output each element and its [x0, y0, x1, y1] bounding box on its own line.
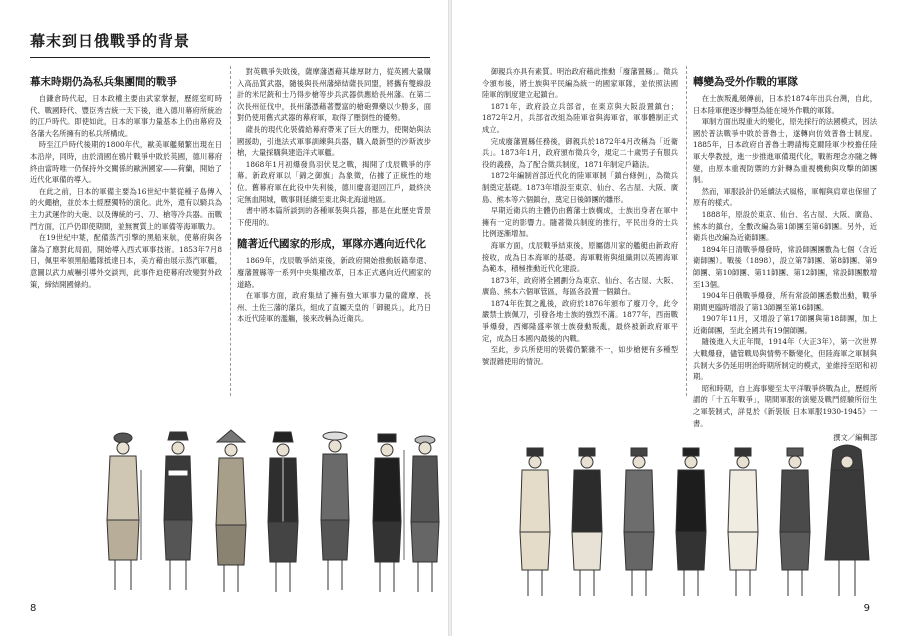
figure-samurai	[107, 433, 141, 590]
paragraph: 1872年編制首部近代化的陸軍軍制「鎮台條例」，為徵兵制奠定基礎。1873年增設至東京、仙台、名古屋、大阪、廣島、熊本等六個鎮台，奠定日後師團的雛形。	[482, 171, 678, 204]
paragraph: 1888年，原設於東京、仙台、名古屋、大阪、廣島、熊本的鎮台，全數改編為第1師團至第6師團。另外，近衛兵也改編為近衛師團。	[693, 209, 877, 243]
paragraph: 1904年日俄戰爭爆發，所有常設師團悉數出動，戰爭期間更臨時增設了第13師團至第16師團。	[693, 291, 877, 312]
paragraph: 完成廢藩置縣任務後，御親兵於1872年4月改稱為「近衛兵」。1873年1月，政府頒布徵兵令，規定二十歲男子有服兵役的義務，為了配合徵兵制度，1871年制定戶籍法。	[482, 136, 678, 169]
section-heading: 轉變為受外作戰的軍隊	[693, 76, 798, 88]
paragraph: 1869年，戊辰戰爭結束後，新政府開始推動版籍奉還、廢藩置縣等一系列中央集權改革，日本正式邁向近代國家的道路。	[237, 256, 431, 289]
paragraph: 1873年，政府將全國劃分為東京、仙台、名古屋、大阪、廣島、熊本六個軍管區，每區各設置一個鎮台。	[482, 275, 678, 297]
paragraph: 薩長的現代化裝備給幕府帶來了巨大的壓力，使開始與法國援助，引進法式軍事訓練與兵器，購入最新型的沙斯波步槍，大量採購與建造洋式軍艦。	[237, 124, 431, 158]
page-number: 9	[863, 603, 870, 614]
left-page	[0, 0, 448, 636]
author-credit: 撰文／編輯部	[833, 433, 877, 443]
section-heading: 幕末時期仍為私兵集團間的戰爭	[30, 76, 177, 88]
right-figure-illustration	[507, 440, 887, 600]
paragraph: 時至江戶時代後期的1800年代，歐美軍艦頻繁出現在日本沿岸，同時，由於清國在鴉片戰爭中敗於英國，德川幕府終由當時唯一仍保持外交關係的歐洲國家——荷蘭，開始了近代化軍備的導入。	[30, 140, 222, 185]
paragraph: 早期近衛兵的主體仍由舊藩士族構成，士族出身者在軍中擁有一定的影響力。隨著徵兵制度的推行，平民出身的士兵比例逐漸增加。	[482, 206, 678, 239]
paragraph: 1907年11月，又增設了第17師團與第18師團，加上近衛師團，至此全國共有19個師團。	[693, 314, 877, 335]
left-column-2	[230, 66, 431, 396]
title-rule	[30, 57, 430, 58]
paragraph: 隨後進入大正年間，1914年（大正3年），第一次世界大戰爆發，儘管戰局與情勢不斷變化，但陸海軍之軍制與兵制大多仍延用明治時期所制定的模式，並維持至昭和初期。	[693, 337, 877, 382]
left-column-1	[30, 66, 222, 396]
paragraph: 軍制方面出現重大的變化，原先採行的法國模式，因法國於普法戰爭中敗於普魯士，遂轉向仿效普魯士制度。1885年，日本政府自普魯士聘請梅克爾陸軍少校擔任陸軍大學教授，進一步推進軍備現代化，戰術理念亦隨之轉變，由原本重視防禦的方針轉為重視機動與攻擊的師團制。	[693, 117, 877, 185]
paragraph: 在士族叛亂頻傳前，日本於1874年出兵台灣，自此，日本陸軍便逐步轉型為能在境外作戰的軍隊。	[693, 94, 877, 115]
paragraph: 對英戰爭失敗後，薩摩藩憑藉其雄厚財力，從英國大量購入高品質武器，隨後與長州藩締結薩長同盟，將攜有雙線設計的米尼銃和士乃得步槍等步兵武器供應給長州藩。在第二次長州征伐中，長州藩憑藉著豐富的槍砲彈藥以少勝多，面對仍使用舊式武器的幕府軍，取得了壓倒性的優勢。	[237, 67, 431, 123]
right-column-1	[482, 66, 678, 396]
page-number: 8	[30, 603, 37, 614]
paragraph: 御親兵亦具有素質。明治政府藉此推動「廢藩置縣」。徵兵令頒布後，將士族與平民編為統一的國家軍隊，並依照法國陸軍的制度建立起鎮台。	[482, 67, 678, 100]
paragraph: 書中將本篇所談到的各種軍裝與兵器，都是在此歷史背景下使用的。	[237, 206, 431, 227]
paragraph: 至此，步兵所使用的裝備仍繁雜不一，如步槍便有多種型號混雜使用的情況。	[482, 345, 678, 366]
soldier-figures-right	[507, 440, 887, 600]
paragraph: 1874年佐賀之亂後，政府於1876年頒布了廢刀令，此令嚴禁士族佩刀，引發各地士族的強烈不滿。1877年，西南戰爭爆發，西鄉隆盛率領士族發動叛亂，最終被新政府軍平定，成為日本國內最後的內戰。	[482, 298, 678, 343]
paragraph: 在19世紀中葉，配備蒸汽引擎的黑船來航，使幕府與各藩為了應對此局面，開始導入西式軍事技術。1853年7月8日，佩里率領黑船艦隊抵達日本，美方藉由展示蒸汽軍艦，意圖以武力威嚇引導外交談判，此事件迫使幕府改變對外政策，締結開國條約。	[30, 233, 222, 289]
section-heading: 隨著近代國家的形成，軍隊亦邁向近代化	[237, 238, 426, 251]
paragraph: 然而，軍服設計仍延續法式風格，軍帽與肩章也保留了原有的樣式。	[693, 186, 877, 208]
paragraph: 昭和時期，自上海事變至太平洋戰爭終戰為止，歷經所謂的「十五年戰爭」，期間軍服的演變及戰鬥經驗所衍生之軍裝制式，詳見於《新裝版 日本軍服1930-1945》一書。	[693, 383, 877, 428]
left-figure-illustration	[95, 410, 440, 600]
paragraph: 1868年1月初爆發鳥羽伏見之戰，揭開了戊辰戰爭的序幕。新政府軍以「錦之御旗」為象徵，佔據了正統性的地位。舊幕府軍在此役中失利後，德川慶喜退回江戶，最終決定無血開城，戰事則延續至東北與北海道地區。	[237, 159, 431, 204]
paragraph: 在軍事方面，政府集結了擁有強大軍事力量的薩摩、長州、土佐三藩的藩兵，組成了直屬天皇的「御親兵」，此乃日本近代陸軍的濫觴，後來改稱為近衛兵。	[237, 291, 431, 324]
paragraph: 海軍方面，戊辰戰爭結束後，原屬德川家的艦艇由新政府接收，成為日本海軍的基礎。海軍戰術與組織則以英國海軍為範本，積極推動近代化建設。	[482, 240, 678, 274]
right-page	[452, 0, 900, 636]
paragraph: 在此之前，日本的軍備主要為16世紀中葉從種子島傳入的火繩槍，並於本土經歷獨特的演化。此外，還有以騎兵為主力武運作的大砲、以及傳統的弓、刀、槍等冷兵器。而戰鬥方面，江戶仍即使期間，並無實質上的軍備等海軍戰力。	[30, 186, 222, 231]
right-column-2	[686, 66, 877, 443]
paragraph: 自鎌倉時代起，日本政權主要由武家掌握，歷經室町時代、戰國時代、豐臣秀吉統一天下後，進入德川幕府所統治的江戶時代。即使如此，日本的軍事力量基本上仍由幕府及各藩大名所擁有的私兵所構成。	[30, 94, 222, 138]
paragraph: 1894年日清戰爭爆發時，常設師團團數為七個（含近衛師團）。戰後（1898），設立第7師團、第8師團、第9師團、第10師團、第11師團、第12師團，常設師團數增至13個。	[693, 244, 877, 289]
soldier-figures-left	[95, 410, 440, 600]
paragraph: 1871年，政府設立兵部省，在東京與大阪設置鎮台；1872年2月，兵部省改組為陸軍省與海軍省，軍事體制正式成立。	[482, 101, 678, 134]
page-title: 幕末到日俄戰爭的背景	[30, 32, 191, 50]
